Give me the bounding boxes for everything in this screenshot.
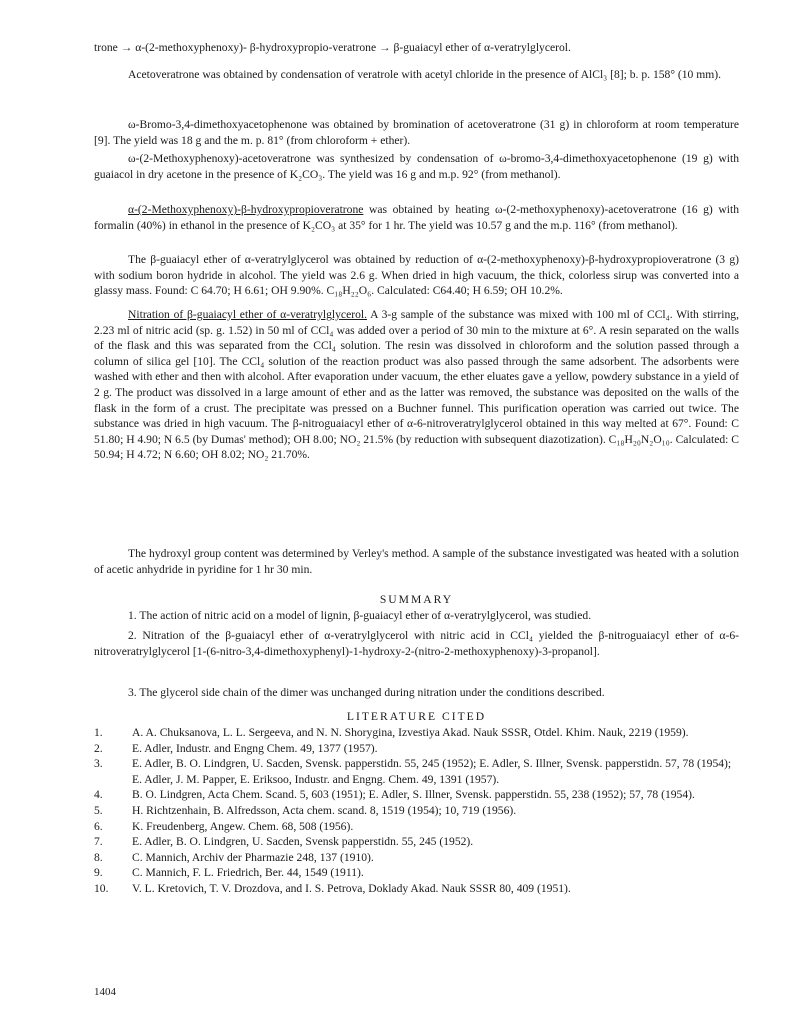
reference-item (94, 803, 739, 819)
reference-item (94, 865, 739, 881)
paragraph-title: Nitration of β-guaiacyl ether of α-veratrylglycerol. (128, 308, 367, 321)
reference-number: 7. (94, 835, 103, 849)
reference-number: 8. (94, 850, 103, 864)
reference-text: C. Mannich, Archiv der Pharmazie 248, 137 (1910). (132, 850, 374, 864)
summary-item: 1. The action of nitric acid on a model of lignin, β-guaiacyl ether of α-veratrylglycerol, was studied. (128, 609, 592, 622)
reference-text: B. O. Lindgren, Acta Chem. Scand. 5, 603 (1951); E. Adler, S. Illner, Svensk. papperstidn. 55, 238 (1952); 57, 78 (1954). (132, 788, 695, 802)
reference-number: 2. (94, 741, 103, 755)
paragraph-methoxyphenoxy-acetoveratrone: ω-(2-Methoxyphenoxy)-acetoveratrone was synthesized by condensation of ω-bromo-3,4-dimethoxyacetophenone (19 g) with guaiacol in dry acetone in the presence of K₂CO₃. The yield was 16 g and m.p. 92° (from methanol). (94, 152, 739, 181)
reference-number: 6. (94, 819, 103, 833)
paragraph-hydroxypropioveratrone (94, 202, 739, 233)
summary-heading: SUMMARY (379, 593, 454, 606)
reference-text: C. Mannich, F. L. Friedrich, Ber. 44, 1549 (1911). (132, 866, 364, 880)
reference-text: H. Richtzenhain, B. Alfredsson, Acta chem. scand. 8, 1519 (1954); 10, 719 (1956). (132, 803, 517, 817)
paragraph-title: α-(2-Methoxyphenoxy)-β-hydroxypropioveratrone (128, 203, 364, 216)
paragraph-body: A 3-g sample of the substance was mixed with 100 ml of CCl₄. With stirring, 2.23 ml of nitric acid (sp. g. 1.52) in 50 ml of CCl₄ was added over a period of 30 min to the mixture at 6°. A resin separated on the walls of the flask and this was separated from the CCl₄ solution. The resin was dissolved in chloroform and the solution passed through a column of silica gel [10]. The CCl₄ solution of the reaction product was also passed through the same adsorbent. The adsorbents were washed with ether and then with alcohol. After evaporation under vacuum, the ether eluates gave a yellow, powdery substance in a yield of 2 g. The product was dissolved in a large amount of ether and as the latter was removed, the substance was deposited on the walls of the flask in the form of a crust. The precipitate was pressed on a Buchner funnel. This purification operation was carried out twice. The substance was dried in high vacuum. The β-nitroguaiacyl ether of α-6-nitroveratrylglycerol obtained in this way melted at 67°. Found: C 51.80; H 4.90; N 6.5 (by Dumas' method); OH 8.00; NO₂ 21.5% (by reduction with subsequent diazotization). C₁₈H₂₀N₂O₁₀. Calculated: C 50.94; H 4.72; N 6.60; OH 8.02; NO₂ 21.70%. (94, 308, 739, 462)
reference-text: E. Adler, Industr. and Engng Chem. 49, 1377 (1957). (132, 741, 378, 755)
page-number: 1404 (94, 986, 116, 998)
paragraph-guaiacyl-ether: The β-guaiacyl ether of α-veratrylglycerol was obtained by reduction of α-(2-methoxyphenoxy)-β-hydroxypropioveratrone (3 g) with sodium boron hydride in alcohol. The yield was 2.6 g. When dried in high vacuum, the thick, colorless sirup was converted into a glassy mass. Found: C 64.70; H 6.61; OH 9.90%. C₁₈H₂₂O₆. Calculated: C64.40; H 6.59; OH 10.2%. (94, 253, 739, 298)
reference-item (94, 756, 739, 787)
reference-item (94, 881, 739, 897)
reference-number: 9. (94, 866, 103, 880)
reference-item (94, 787, 739, 803)
paragraph-hydroxyl-determination: The hydroxyl group content was determined by Verley's method. A sample of the substance investigated was heated with a solution of acetic anhydride in pyridine for 1 hr 30 min. (94, 547, 739, 576)
literature-heading: LITERATURE CITED (346, 710, 487, 723)
reference-text: A. A. Chuksanova, L. L. Sergeeva, and N. N. Shorygina, Izvestiya Akad. Nauk SSSR, Otdel. Khim. Nauk, 2219 (1959). (132, 726, 689, 739)
reference-number: 4. (94, 788, 103, 802)
summary-item: 3. The glycerol side chain of the dimer was unchanged during nitration under the conditions described. (128, 686, 605, 699)
summary-item: 2. Nitration of the β-guaiacyl ether of α-veratrylglycerol with nitric acid in CCl₄ yielded the β-nitroguaiacyl ether of α-6-nitroveratrylglycerol [1-(6-nitro-3,4-dimethoxyphenyl)-1-hydroxy-2-(nitro-2-methoxyphenoxy)-3-propanol]. (94, 629, 739, 658)
reference-number: 1. (94, 726, 103, 739)
reference-item (94, 741, 739, 757)
reference-number: 10. (94, 881, 109, 895)
paragraph-acetoveratrone: Acetoveratrone was obtained by condensation of veratrole with acetyl chloride in the presence of AlCl₃ [8]; b. p. 158° (10 mm). (128, 68, 722, 81)
reference-item (94, 834, 739, 850)
paragraph-body: was obtained by heating ω-(2-methoxyphenoxy)-acetoveratrone (16 g) with formalin (40%) in ethanol in the presence of K₂CO₃ at 35° for 1 hr. The yield was 10.57 g and the m.p. 116° (from methanol). (94, 203, 739, 232)
paragraph-nitration (94, 307, 739, 463)
reference-item (94, 725, 739, 741)
reference-list (94, 725, 739, 897)
reference-number: 3. (94, 757, 103, 771)
reference-text: K. Freudenberg, Angew. Chem. 68, 508 (1956). (132, 819, 354, 833)
paragraph-bromo-dimethoxyacetophenone: ω-Bromo-3,4-dimethoxyacetophenone was obtained by bromination of acetoveratrone (31 g) in chloroform at room temperature [9]. The yield was 18 g and the m. p. 81° (from chloroform + ether). (94, 118, 739, 147)
reference-text: V. L. Kretovich, T. V. Drozdova, and I. S. Petrova, Doklady Akad. Nauk SSSR 80, 409 (1951). (132, 881, 571, 895)
reference-text: E. Adler, B. O. Lindgren, U. Sacden, Svensk. papperstidn. 55, 245 (1952); E. Adler, S. Illner, Svensk. papperstidn. 57, 78 (1954); E. Adler, J. M. Papper, E. Eriksoo, Industr. and Engng. Chem. 49, 1391 (1957). (132, 757, 732, 786)
scheme-continuation-line: trone → α-(2-methoxyphenoxy)- β-hydroxypropio-veratrone → β-guaiacyl ether of α-veratrylglycerol. (94, 41, 571, 54)
reference-text: E. Adler, B. O. Lindgren, U. Sacden, Svensk papperstidn. 55, 245 (1952). (132, 835, 474, 849)
reference-item (94, 819, 739, 835)
reference-number: 5. (94, 803, 103, 817)
reference-item (94, 850, 739, 866)
